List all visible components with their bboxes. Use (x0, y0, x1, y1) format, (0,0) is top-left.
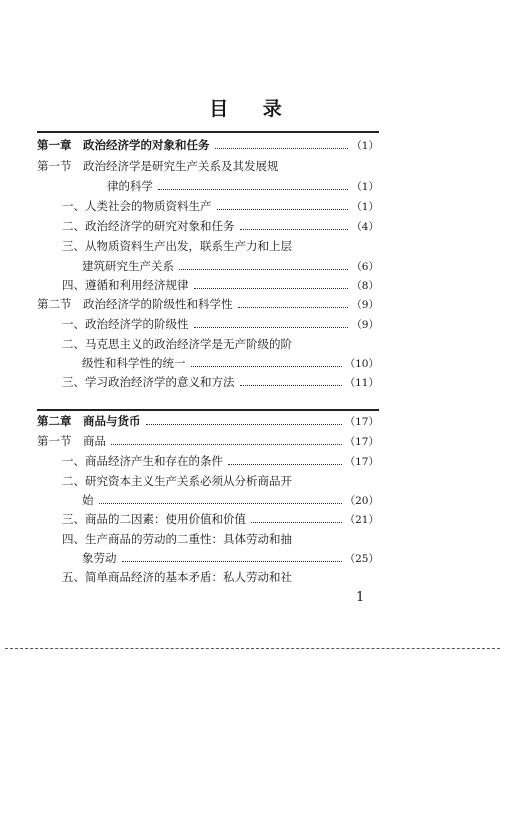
toc-item-1-2-2[interactable]: 二、马克思主义的政治经济学是无产阶级的阶 (62, 337, 292, 351)
toc-item-2-1-4-cont[interactable] (82, 553, 379, 565)
toc-label: 一、人类社会的物质资料生产 (62, 199, 212, 213)
title-rule (37, 131, 379, 133)
leader-dots (240, 384, 342, 386)
toc-page-number: （17） (344, 416, 379, 428)
chapter-rule (37, 409, 379, 411)
toc-page-number: （17） (344, 436, 379, 448)
toc-item-1-1-1[interactable] (62, 201, 379, 213)
leader-dots (122, 560, 342, 562)
toc-page-number: （9） (351, 319, 379, 331)
toc-page-number: （21） (344, 514, 379, 526)
toc-label: 第二章 商品与货币 (37, 414, 141, 428)
page-edge-line (5, 648, 500, 649)
toc-page-number: （6） (351, 261, 379, 273)
toc-item-1-1-4[interactable] (62, 280, 379, 292)
toc-page-number: （17） (344, 456, 379, 468)
toc-page-number: （1） (351, 201, 379, 213)
toc-label: 一、政治经济学的阶级性 (62, 317, 189, 331)
toc-item-2-1-2-cont[interactable] (82, 495, 379, 507)
leader-dots (251, 521, 342, 523)
page-number: 1 (356, 590, 365, 605)
leader-dots (158, 188, 348, 190)
toc-label: 二、政治经济学的研究对象和任务 (62, 219, 235, 233)
page-title: 目 录 (209, 98, 296, 120)
leader-dots (228, 463, 342, 465)
toc-item-2-1-5[interactable]: 五、简单商品经济的基本矛盾：私人劳动和社 (62, 570, 292, 584)
toc-item-1-1-3[interactable]: 三、从物质资料生产出发，联系生产力和上层 (62, 239, 292, 253)
toc-item-1-1-2[interactable] (62, 221, 379, 233)
toc-label: 律的科学 (107, 179, 153, 193)
toc-chapter-2[interactable] (37, 416, 379, 428)
toc-label: 级性和科学性的统一 (82, 356, 186, 370)
toc-page-number: （9） (351, 299, 379, 311)
toc-item-2-1-3[interactable] (62, 514, 379, 526)
toc-label: 第一章 政治经济学的对象和任务 (37, 138, 210, 152)
toc-label: 第二节 政治经济学的阶级性和科学性 (37, 297, 233, 311)
toc-label: 第一节 商品 (37, 434, 106, 448)
toc-page-number: （8） (351, 280, 379, 292)
toc-item-2-1-1[interactable] (62, 456, 379, 468)
toc-page-number: （1） (351, 140, 379, 152)
toc-page-number: （1） (351, 181, 379, 193)
toc-item-2-1-2[interactable]: 二、研究资本主义生产关系必须从分析商品开 (62, 474, 292, 488)
leader-dots (194, 287, 349, 289)
leader-dots (99, 502, 342, 504)
toc-item-1-2-2-cont[interactable] (82, 358, 379, 370)
leader-dots (217, 208, 349, 210)
toc-item-1-2-1[interactable] (62, 319, 379, 331)
leader-dots (215, 147, 349, 149)
toc-label: 一、商品经济产生和存在的条件 (62, 454, 223, 468)
leader-dots (146, 423, 342, 425)
toc-page-number: （20） (344, 495, 379, 507)
leader-dots (240, 228, 349, 230)
toc-label: 象劳动 (82, 551, 117, 565)
toc-page-number: （4） (351, 221, 379, 233)
leader-dots (194, 326, 349, 328)
toc-label: 建筑研究生产关系 (82, 259, 174, 273)
toc-item-1-1-3-cont[interactable] (82, 261, 379, 273)
toc-section-1-1-cont[interactable] (107, 181, 379, 193)
toc-page-number: （25） (344, 553, 379, 565)
toc-item-1-2-3[interactable] (62, 377, 379, 389)
toc-page-number: （11） (344, 377, 379, 389)
toc-label: 四、遵循和利用经济规律 (62, 278, 189, 292)
toc-label: 三、商品的二因素：使用价值和价值 (62, 512, 246, 526)
toc-label: 始 (82, 493, 94, 507)
toc-item-2-1-4[interactable]: 四、生产商品的劳动的二重性：具体劳动和抽 (62, 532, 292, 546)
toc-chapter-1[interactable] (37, 140, 379, 152)
toc-section-1-1[interactable]: 第一节 政治经济学是研究生产关系及其发展规 (37, 159, 279, 173)
leader-dots (191, 365, 342, 367)
leader-dots (238, 306, 349, 308)
toc-label: 三、学习政治经济学的意义和方法 (62, 375, 235, 389)
leader-dots (179, 268, 348, 270)
toc-section-1-2[interactable] (37, 299, 379, 311)
toc-section-2-1[interactable] (37, 436, 379, 448)
leader-dots (111, 443, 342, 445)
toc-page-number: （10） (344, 358, 379, 370)
